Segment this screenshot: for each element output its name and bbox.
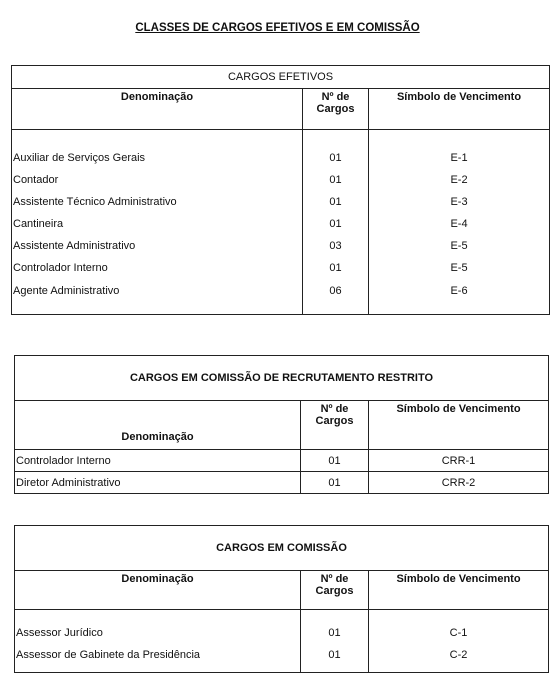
denominacao-column — [15, 610, 301, 673]
table-row-denominacao: Agente Administrativo — [13, 285, 120, 297]
table-row-simbolo: E-4 — [450, 218, 468, 230]
table-row-simbolo: C-2 — [449, 649, 468, 661]
table-row-numero: 01 — [301, 472, 369, 494]
num-cargos-column — [301, 610, 369, 673]
table-row-numero: 01 — [328, 627, 341, 639]
table-row-denominacao: Assistente Técnico Administrativo — [13, 196, 177, 208]
table-row-numero: 03 — [329, 240, 342, 252]
column-header-denominacao: Denominação — [12, 89, 303, 130]
column-header-num-cargos: Nº de Cargos — [301, 571, 369, 610]
column-header-denominacao: Denominação — [15, 401, 301, 450]
denominacao-column — [12, 130, 303, 315]
table-row-simbolo: C-1 — [449, 627, 468, 639]
table-row-numero: 01 — [329, 152, 342, 164]
table-row-simbolo: CRR-1 — [369, 450, 549, 472]
document-title: CLASSES DE CARGOS EFETIVOS E EM COMISSÃO — [135, 22, 420, 34]
table-row-denominacao: Controlador Interno — [13, 262, 108, 274]
column-header-simbolo: Símbolo de Vencimento — [369, 89, 550, 130]
cargos-recrutamento-restrito-table — [14, 355, 549, 494]
num-cargos-column — [303, 130, 369, 315]
cargos-em-comissao-table — [14, 525, 549, 673]
column-header-simbolo: Símbolo de Vencimento — [369, 571, 549, 610]
table-row-simbolo: E-5 — [450, 240, 468, 252]
table-row-simbolo: E-6 — [450, 285, 468, 297]
table-row-numero: 01 — [328, 649, 341, 661]
cargos-em-comissao-caption: CARGOS EM COMISSÃO — [15, 526, 549, 571]
table-row-denominacao: Controlador Interno — [15, 450, 301, 472]
table-row-numero: 01 — [329, 218, 342, 230]
table-row-simbolo: CRR-2 — [369, 472, 549, 494]
table-row-denominacao: Contador — [13, 174, 59, 186]
table-row-denominacao: Assistente Administrativo — [13, 240, 136, 252]
table-row-simbolo: E-2 — [450, 174, 468, 186]
column-header-num-cargos: Nº de Cargos — [301, 401, 369, 450]
column-header-denominacao: Denominação — [15, 571, 301, 610]
recrutamento-restrito-caption: CARGOS EM COMISSÃO DE RECRUTAMENTO RESTRITO — [15, 356, 549, 401]
table-row — [15, 450, 549, 472]
table-row-numero: 06 — [329, 285, 342, 297]
column-header-simbolo: Símbolo de Vencimento — [369, 401, 549, 450]
table-row-numero: 01 — [329, 196, 342, 208]
simbolo-column — [369, 610, 549, 673]
table-row-denominacao: Assessor de Gabinete da Presidência — [16, 649, 201, 661]
table-row-numero: 01 — [329, 262, 342, 274]
table-row-denominacao: Cantineira — [13, 218, 64, 230]
table-row-simbolo: E-1 — [450, 152, 468, 164]
cargos-efetivos-caption: CARGOS EFETIVOS — [12, 66, 550, 89]
table-row-denominacao: Auxiliar de Serviços Gerais — [13, 152, 146, 164]
table-row-simbolo: E-3 — [450, 196, 468, 208]
table-row-simbolo: E-5 — [450, 262, 468, 274]
table-row — [15, 472, 549, 494]
cargos-efetivos-table — [11, 65, 550, 315]
table-row-denominacao: Diretor Administrativo — [15, 472, 301, 494]
table-row-denominacao: Assessor Jurídico — [16, 627, 103, 639]
table-row-numero: 01 — [329, 174, 342, 186]
column-header-num-cargos: Nº de Cargos — [303, 89, 369, 130]
table-row-numero: 01 — [301, 450, 369, 472]
simbolo-column — [369, 130, 550, 315]
